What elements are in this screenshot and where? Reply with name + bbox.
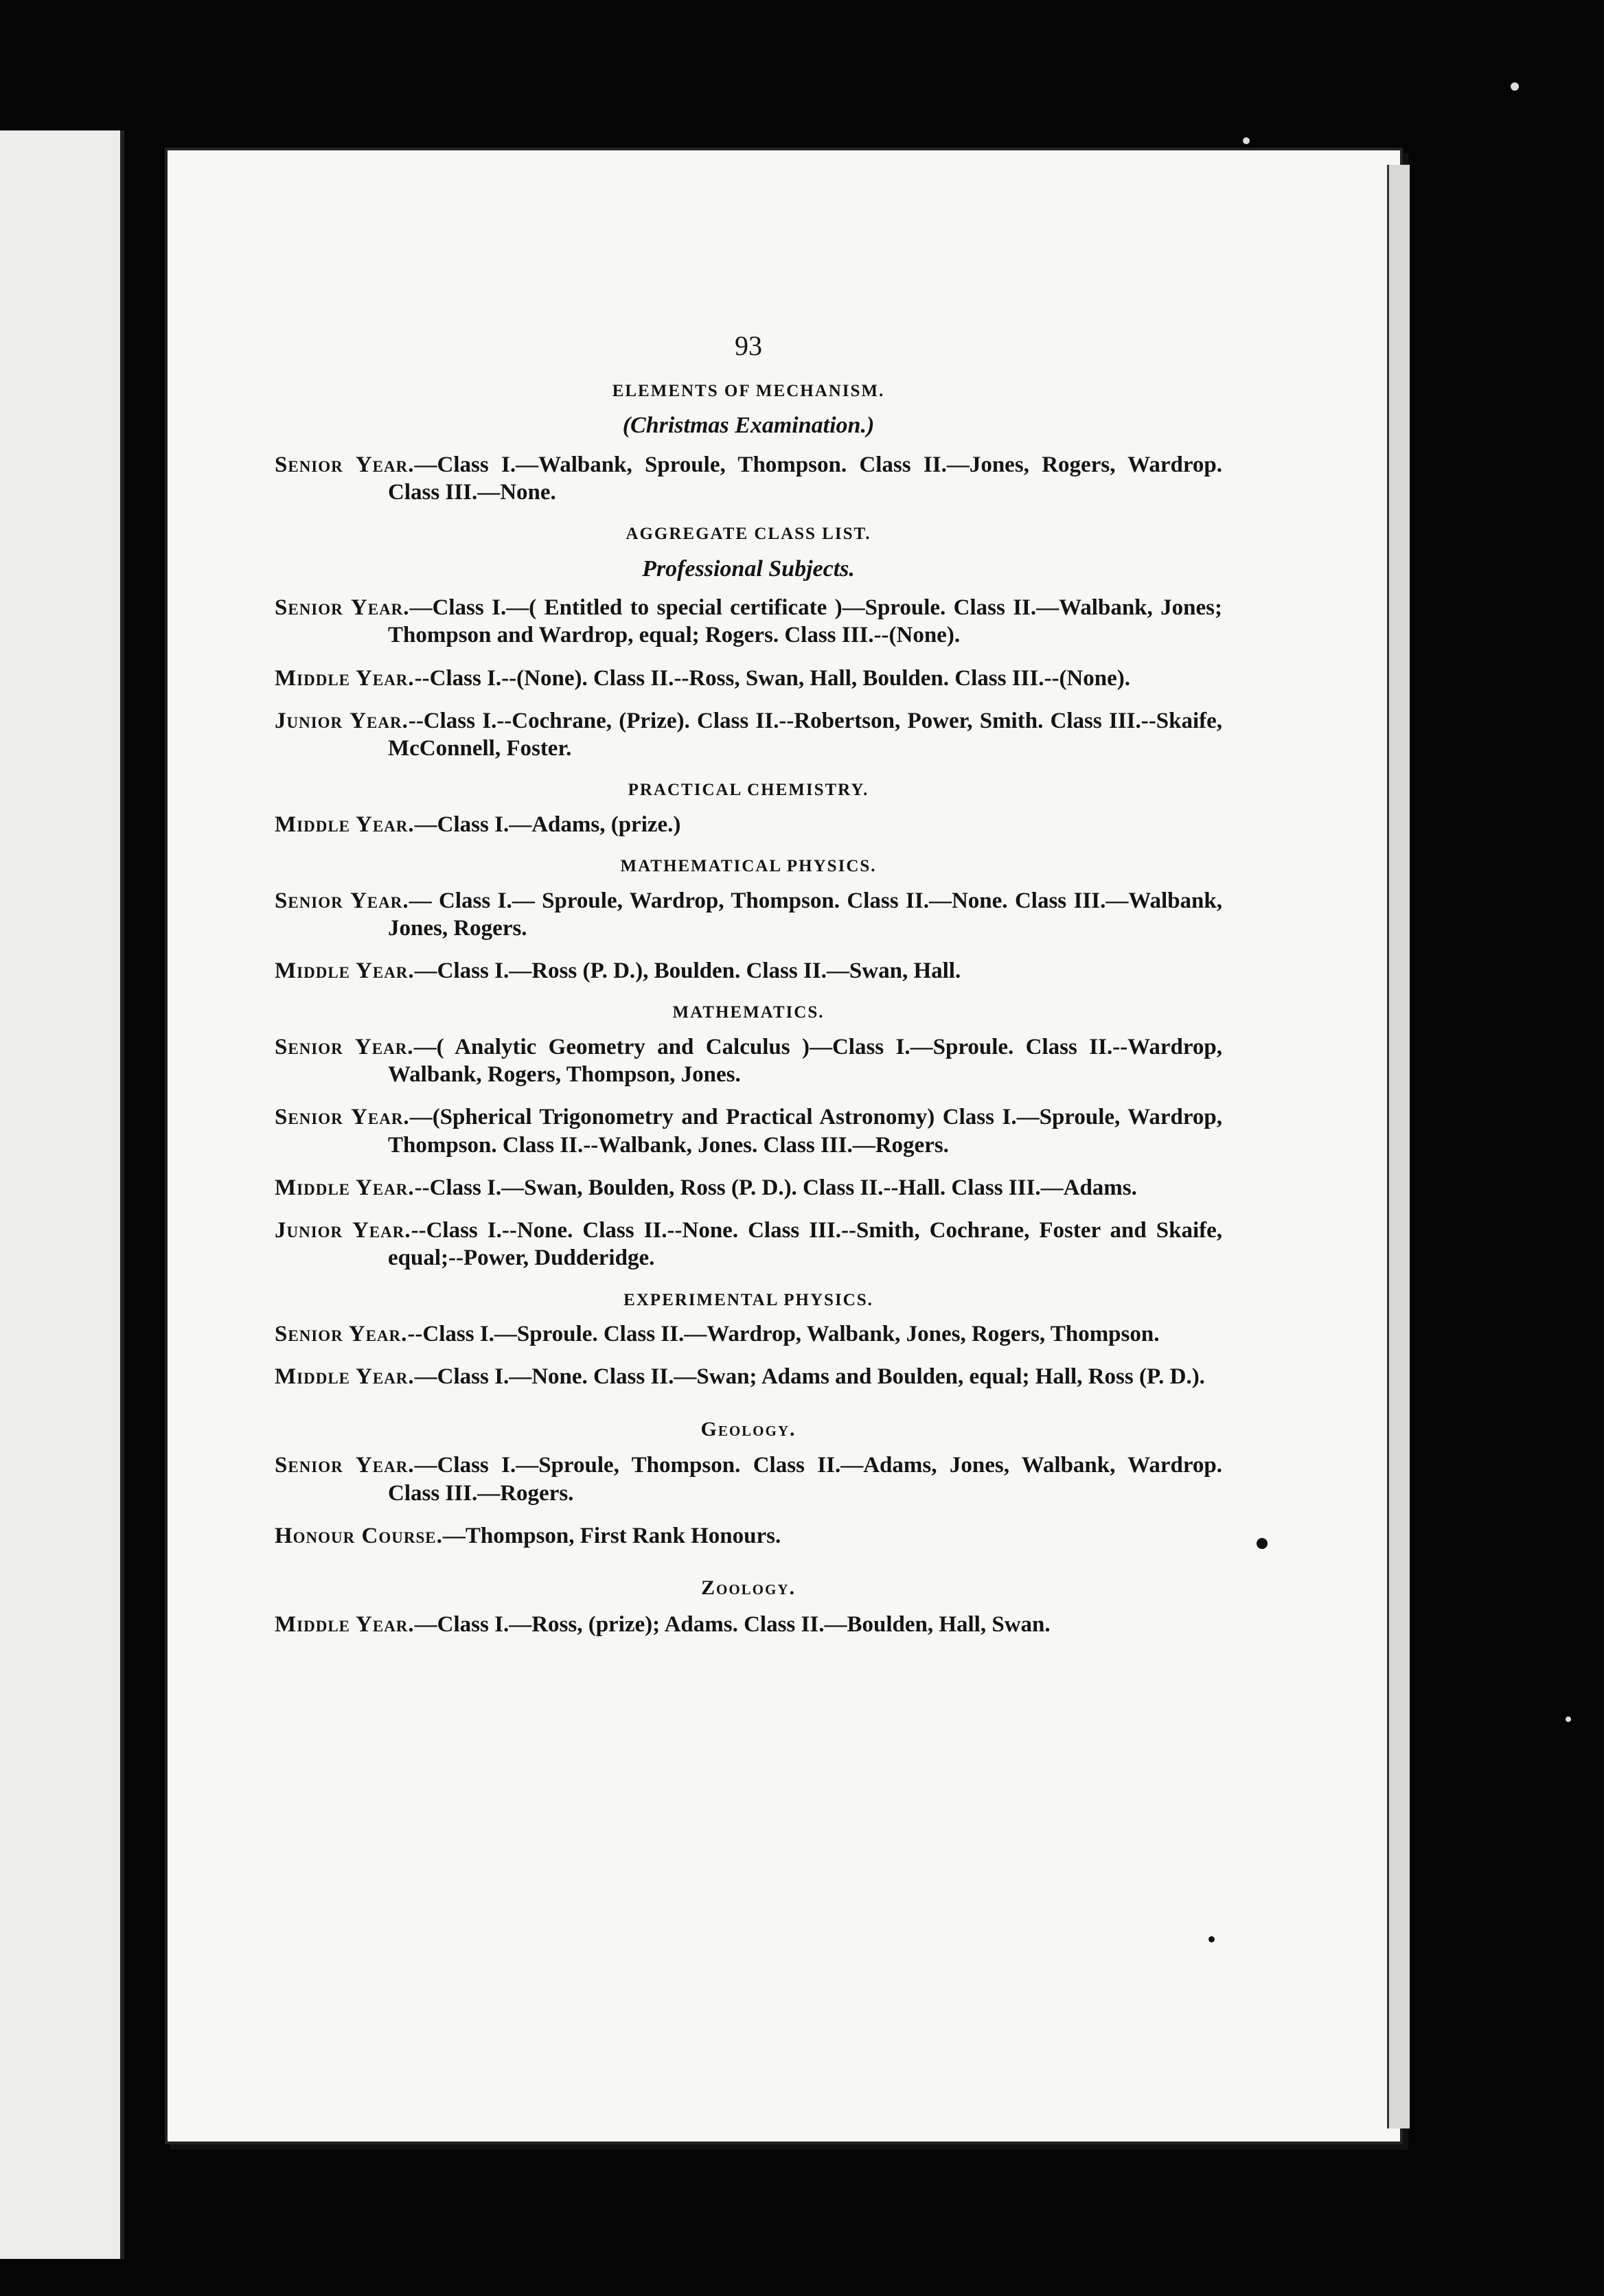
entry-text: —Thompson, First Rank Honours. bbox=[442, 1523, 781, 1548]
section-subheading: Professional Subjects. bbox=[642, 555, 855, 582]
page-stack-edge bbox=[1387, 165, 1410, 2128]
year-label: Senior Year. bbox=[275, 1322, 408, 1347]
result-entry bbox=[275, 1611, 1222, 1638]
entry-text: —Class I.—Ross, (prize); Adams. Class II.—Boulden, Hall, Swan. bbox=[414, 1611, 1051, 1637]
result-entry bbox=[275, 451, 1222, 507]
entry-text: —Class I.—Walbank, Sproule, Thompson. Class II.—Jones, Rogers, Wardrop. Class III.—None. bbox=[388, 452, 1222, 505]
entry-text: —Class I.—None. Class II.—Swan; Adams and Boulden, equal; Hall, Ross (P. D.). bbox=[414, 1364, 1205, 1390]
section-heading: AGGREGATE CLASS LIST. bbox=[626, 525, 871, 544]
scan-speck bbox=[1566, 1717, 1571, 1722]
year-label: Middle Year. bbox=[275, 1175, 415, 1200]
year-label: Middle Year. bbox=[275, 1611, 415, 1637]
section-heading: ELEMENTS OF MECHANISM. bbox=[612, 381, 885, 400]
section-subheading: (Christmas Examination.) bbox=[622, 413, 875, 439]
result-entry bbox=[275, 957, 1222, 985]
entry-text: --Class I.--None. Class II.--None. Class III.--Smith, Cochrane, Foster and Skaife, equal;--Power, Dudderidge. bbox=[388, 1218, 1222, 1271]
section-heading: Geology. bbox=[700, 1417, 797, 1440]
entry-text: —( Analytic Geometry and Calculus )—Class I.—Sproule. Class II.--Wardrop, Walbank, Rogers, Thompson, Jones. bbox=[388, 1034, 1223, 1088]
entry-text: — Class I.— Sproule, Wardrop, Thompson. Class II.—None. Class III.—Walbank, Jones, Rogers. bbox=[388, 888, 1222, 941]
result-entry bbox=[275, 811, 1222, 838]
section-elements-of-mechanism bbox=[275, 381, 1222, 506]
result-entry bbox=[275, 594, 1222, 650]
year-label: Middle Year. bbox=[275, 1364, 415, 1390]
entry-text: —Class I.—Ross (P. D.), Boulden. Class II.—Swan, Hall. bbox=[414, 958, 961, 984]
section-heading: MATHEMATICAL PHYSICS. bbox=[620, 857, 877, 876]
year-label: Senior Year. bbox=[275, 1034, 414, 1059]
year-label: Junior Year. bbox=[275, 1218, 411, 1243]
result-entry bbox=[275, 707, 1222, 763]
entry-text: —Class I.—( Entitled to special certificate )—Sproule. Class II.—Walbank, Jones; Thompson and Wardrop, equal; Rogers. Class III.--(None). bbox=[388, 595, 1222, 648]
entry-text: --Class I.—Swan, Boulden, Ross (P. D.). Class II.--Hall. Class III.—Adams. bbox=[414, 1175, 1137, 1200]
year-label: Junior Year. bbox=[275, 708, 409, 733]
page-number: 93 bbox=[735, 330, 762, 361]
scan-speck bbox=[1243, 137, 1250, 144]
scan-speck bbox=[1208, 1936, 1215, 1942]
section-aggregate-class-list bbox=[275, 524, 1222, 762]
year-label: Middle Year. bbox=[275, 812, 415, 837]
result-entry bbox=[275, 1033, 1222, 1089]
result-entry bbox=[275, 887, 1222, 943]
entry-text: --Class I.--(None). Class II.--Ross, Swan, Hall, Boulden. Class III.--(None). bbox=[414, 665, 1131, 691]
result-entry bbox=[275, 1451, 1222, 1507]
year-label: Senior Year. bbox=[275, 452, 415, 477]
year-label: Senior Year. bbox=[275, 1453, 415, 1478]
year-label: Senior Year. bbox=[275, 595, 410, 621]
result-entry bbox=[275, 1217, 1222, 1272]
page-content bbox=[275, 330, 1222, 1653]
year-label: Senior Year. bbox=[275, 1105, 410, 1130]
section-mathematical-physics bbox=[275, 856, 1222, 985]
entry-text: —Class I.—Sproule, Thompson. Class II.—Adams, Jones, Walbank, Wardrop. Class III.—Rogers. bbox=[388, 1453, 1222, 1506]
scan-speck bbox=[1511, 82, 1519, 91]
section-mathematics bbox=[275, 1002, 1222, 1272]
section-practical-chemistry bbox=[275, 780, 1222, 838]
result-entry bbox=[275, 1363, 1222, 1390]
section-geology bbox=[275, 1417, 1222, 1550]
result-entry bbox=[275, 1174, 1222, 1202]
year-label: Middle Year. bbox=[275, 665, 415, 691]
result-entry bbox=[275, 665, 1222, 692]
entry-text: —(Spherical Trigonometry and Practical Astronomy) Class I.—Sproule, Wardrop, Thompson. Class II.--Walbank, Jones. Class III.—Rogers. bbox=[388, 1105, 1223, 1158]
section-heading: EXPERIMENTAL PHYSICS. bbox=[623, 1290, 873, 1309]
entry-text: —Class I.—Adams, (prize.) bbox=[414, 812, 681, 837]
section-heading: PRACTICAL CHEMISTRY. bbox=[628, 781, 869, 800]
section-heading: Zoology. bbox=[700, 1576, 797, 1600]
year-label: Senior Year. bbox=[275, 888, 409, 913]
section-experimental-physics bbox=[275, 1290, 1222, 1391]
result-entry bbox=[275, 1103, 1222, 1159]
entry-text: --Class I.—Sproule. Class II.—Wardrop, Walbank, Jones, Rogers, Thompson. bbox=[407, 1322, 1160, 1347]
result-entry bbox=[275, 1522, 1222, 1550]
facing-page-edge bbox=[0, 130, 124, 2259]
entry-text: --Class I.--Cochrane, (Prize). Class II.--Robertson, Power, Smith. Class III.--Skaife, McConnell, Foster. bbox=[388, 708, 1222, 761]
section-zoology bbox=[275, 1576, 1222, 1638]
result-entry bbox=[275, 1320, 1222, 1348]
section-heading: MATHEMATICS. bbox=[672, 1003, 825, 1022]
year-label: Middle Year. bbox=[275, 958, 415, 984]
scan-speck bbox=[1257, 1538, 1268, 1549]
year-label: Honour Course. bbox=[275, 1523, 443, 1548]
